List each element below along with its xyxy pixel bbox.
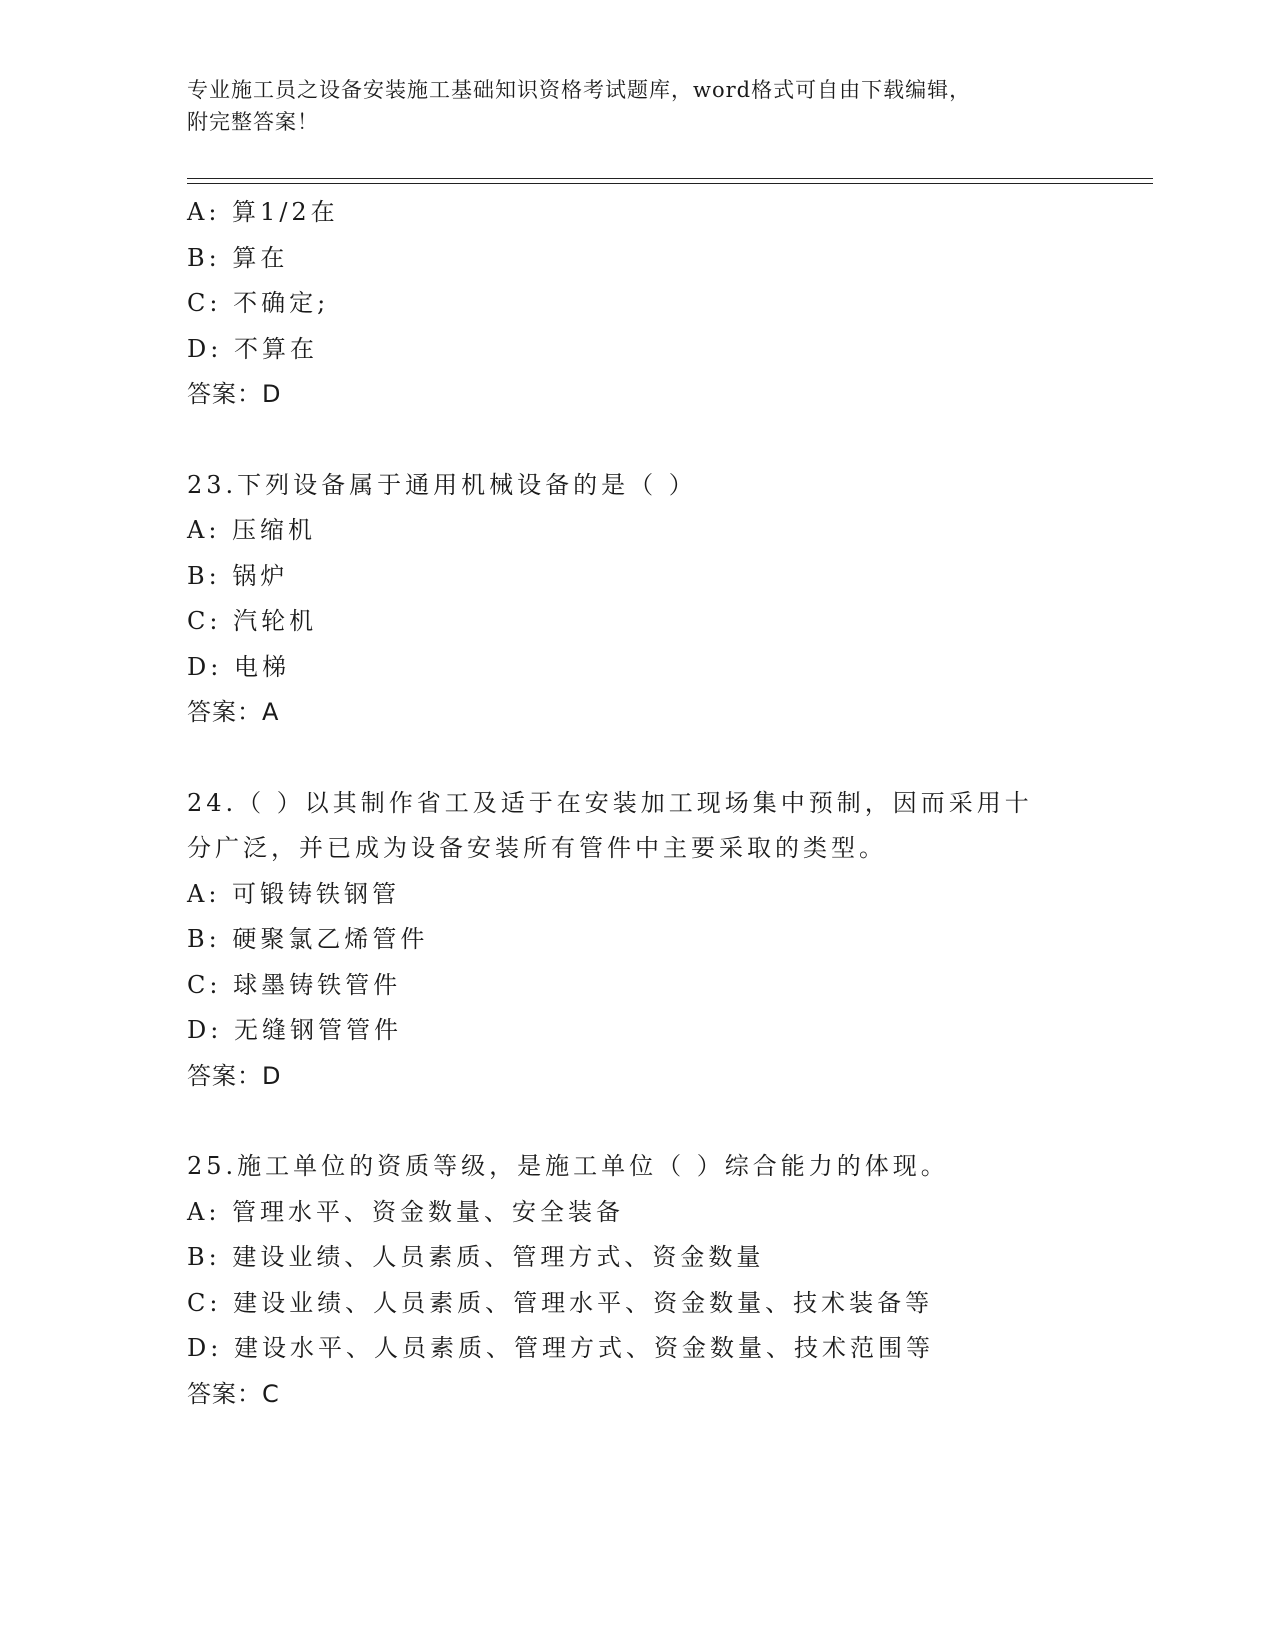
option-c: C: 汽轮机 — [187, 607, 318, 635]
question-block — [187, 190, 1153, 418]
answer: 答案：D — [187, 1061, 282, 1090]
option-a: A: 压缩机 — [187, 516, 317, 544]
document-header — [187, 74, 1087, 138]
option-d: D: 无缝钢管管件 — [187, 1016, 402, 1044]
question-text: 25.施工单位的资质等级，是施工单位（ ）综合能力的体现。 — [187, 1152, 949, 1180]
question-text-line-1: 24.（ ）以其制作省工及适于在安装加工现场集中预制，因而采用十 — [187, 788, 1033, 817]
answer: 答案：D — [187, 380, 282, 408]
question-text: 23.下列设备属于通用机械设备的是（ ） — [187, 470, 697, 499]
header-divider-bottom — [187, 183, 1153, 184]
option-a: A: 算1/2在 — [187, 198, 339, 226]
option-c: C: 不确定; — [187, 289, 330, 317]
option-a: A: 管理水平、资金数量、安全装备 — [187, 1197, 625, 1226]
option-c: C: 建设业绩、人员素质、管理水平、资金数量、技术装备等 — [187, 1288, 934, 1317]
option-b: B: 算在 — [187, 243, 289, 272]
header-line-2: 附完整答案！ — [187, 110, 319, 134]
header-line-1: 专业施工员之设备安装施工基础知识资格考试题库，word格式可自由下载编辑， — [187, 78, 972, 102]
option-b: B: 建设业绩、人员素质、管理方式、资金数量 — [187, 1243, 765, 1271]
option-d: D: 不算在 — [187, 334, 318, 363]
option-b: B: 锅炉 — [187, 561, 289, 590]
option-a: A: 可锻铸铁钢管 — [187, 879, 401, 908]
question-list — [187, 190, 1153, 1417]
option-b: B: 硬聚氯乙烯管件 — [187, 925, 429, 953]
option-d: D: 电梯 — [187, 652, 290, 681]
question-block — [187, 463, 1153, 736]
answer: 答案：C — [187, 1379, 280, 1408]
header-divider-top — [187, 178, 1153, 179]
question-block — [187, 1144, 1153, 1417]
question-block — [187, 781, 1153, 1100]
option-c: C: 球墨铸铁管件 — [187, 970, 402, 999]
option-d: D: 建设水平、人员素质、管理方式、资金数量、技术范围等 — [187, 1334, 934, 1362]
question-text-line-2: 分广泛，并已成为设备安装所有管件中主要采取的类型。 — [187, 834, 887, 862]
answer: 答案：A — [187, 698, 280, 726]
